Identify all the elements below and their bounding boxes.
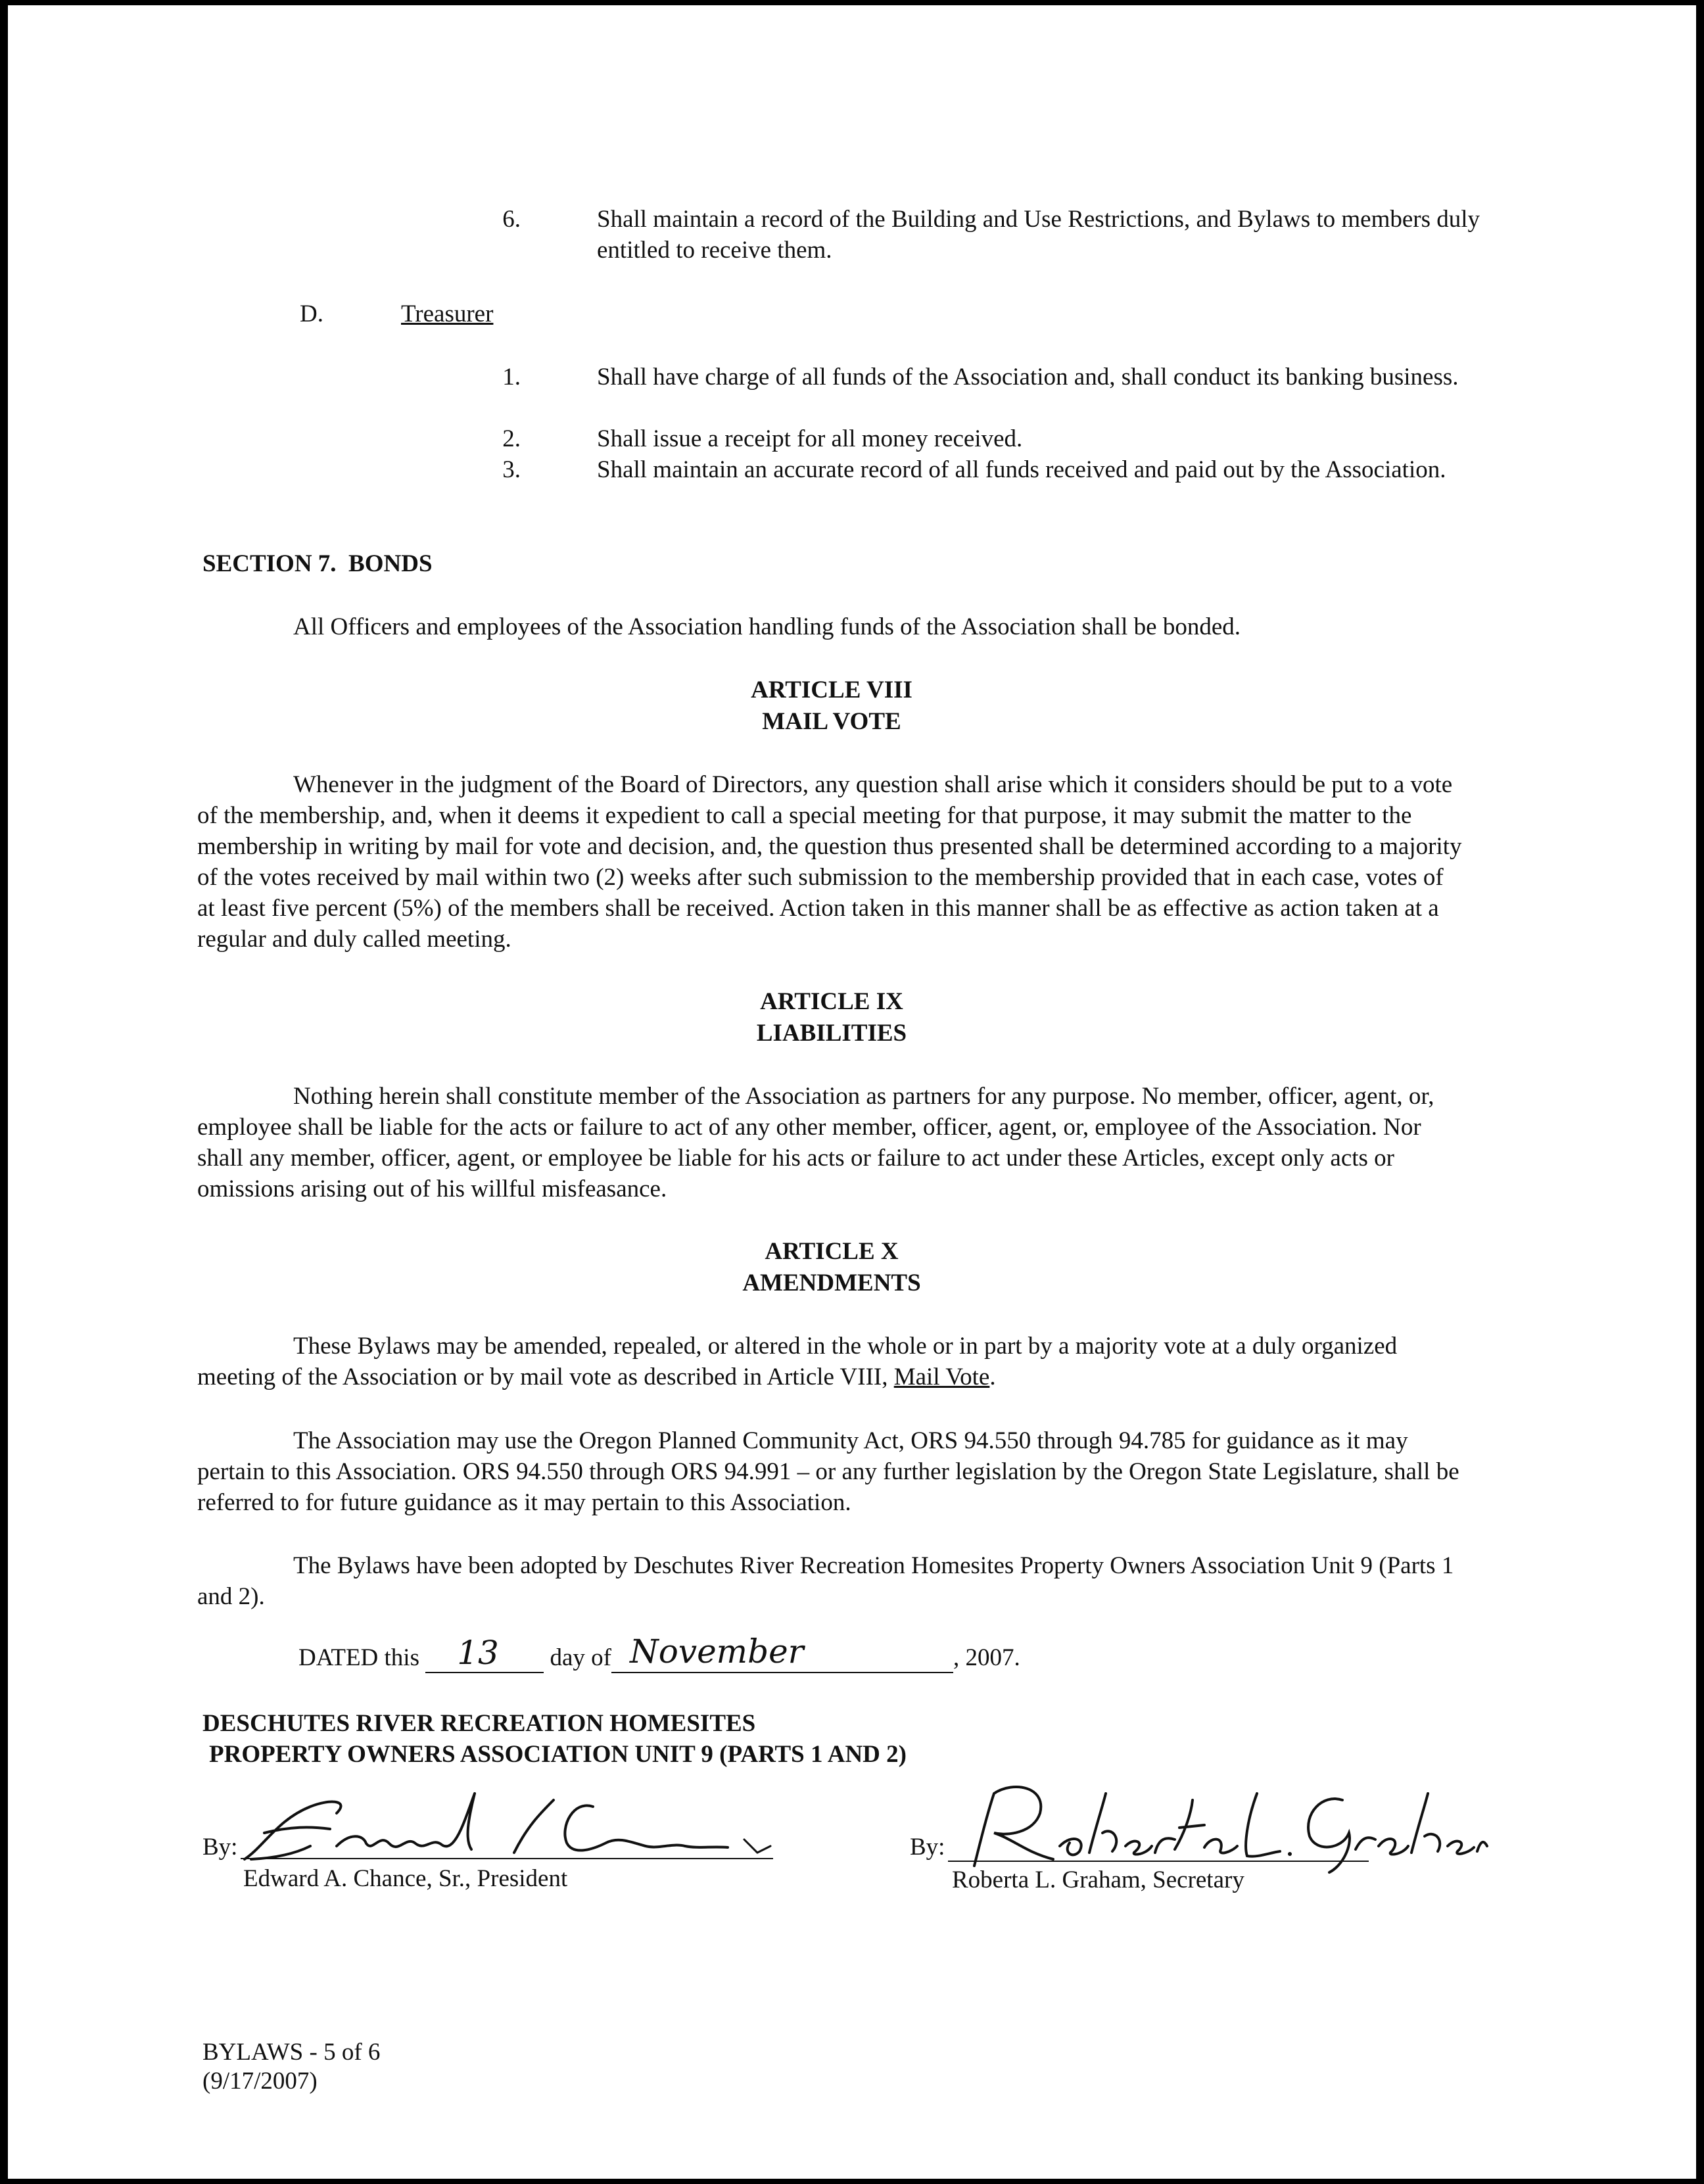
association-name-line-1: DESCHUTES RIVER RECREATION HOMESITES — [202, 1710, 756, 1737]
dated-suffix: , 2007. — [953, 1644, 1020, 1671]
treasurer-item-3-number: 3. — [502, 456, 521, 483]
day-handwritten: 13 — [457, 1634, 499, 1672]
article-9-text: Nothing herein shall constitute member of the Association as partners for any purpose. No member, officer, agent, or, employee shall be liable for the acts or failure to act of any other member, officer, agent, or, employee of the Association. Nor shall any member, officer, agent, or employee be liable for his acts or failure to act under these Articles, except only acts or omissions arising out of his willful misfeasance. — [197, 1083, 1434, 1202]
document-page — [8, 5, 1696, 2179]
treasurer-letter: D. — [300, 300, 323, 327]
treasurer-heading: Treasurer — [401, 300, 494, 327]
article-10-paragraph-1-end: . — [989, 1364, 996, 1390]
article-10-paragraph-3: The Bylaws have been adopted by Deschutes River Recreation Homesites Property Owners Association Unit 9 (Parts 1 and 2). — [197, 1552, 1454, 1610]
month-handwritten: November — [629, 1632, 804, 1671]
article-9-subtitle: LIABILITIES — [756, 1020, 907, 1047]
footer-page-number: BYLAWS - 5 of 6 — [202, 2039, 381, 2066]
article-8-subtitle: MAIL VOTE — [762, 708, 901, 735]
treasurer-item-2-text: Shall issue a receipt for all money received. — [597, 425, 1023, 452]
article-10-subtitle: AMENDMENTS — [742, 1270, 921, 1296]
mail-vote-reference: Mail Vote — [893, 1364, 990, 1390]
item-6-text: Shall maintain a record of the Building and Use Restrictions, and Bylaws to members duly entitled to receive them. — [597, 206, 1480, 264]
secretary-by-label: By: — [910, 1834, 945, 1861]
footer-date: (9/17/2007) — [202, 2068, 318, 2095]
article-8-title: ARTICLE VIII — [751, 677, 912, 703]
day-blank — [425, 1634, 544, 1673]
section-7-heading: SECTION 7. BONDS — [202, 550, 433, 577]
item-6-number: 6. — [502, 206, 521, 233]
secretary-caption: Roberta L. Graham, Secretary — [952, 1866, 1244, 1893]
month-blank — [611, 1632, 953, 1673]
article-9-title: ARTICLE IX — [760, 988, 903, 1015]
section-7-text: All Officers and employees of the Association handling funds of the Association shall be bonded. — [293, 613, 1241, 640]
dated-prefix: DATED this — [298, 1644, 419, 1671]
article-10-title: ARTICLE X — [765, 1238, 899, 1265]
treasurer-item-3-text: Shall maintain an accurate record of all funds received and paid out by the Association. — [597, 456, 1446, 483]
treasurer-item-1-text: Shall have charge of all funds of the Association and, shall conduct its banking business. — [597, 364, 1459, 391]
treasurer-item-1-number: 1. — [502, 364, 521, 391]
dated-line — [298, 1632, 1020, 1673]
article-8-text: Whenever in the judgment of the Board of Directors, any question shall arise which it considers should be put to a vote of the membership, and, when it deems it expedient to call a special meeting for that purpose, it may submit the matter to the membership in writing by mail for vote and decision, and, the question thus presented shall be determined according to a majority of the votes received by mail within two (2) weeks after such submission to the membership provided that in each case, votes of at least five percent (5%) of the members shall be received. Action taken in this manner shall be as effective as action taken at a regular and duly called meeting. — [197, 771, 1462, 953]
article-10-paragraph-1-text: These Bylaws may be amended, repealed, or altered in the whole or in part by a majority vote at a duly organized meeting of the Association or by mail vote as described in Article VIII, — [197, 1333, 1398, 1390]
treasurer-item-2-number: 2. — [502, 425, 521, 452]
article-10-paragraph-1 — [197, 1331, 1466, 1392]
secretary-signature — [948, 1774, 1487, 1872]
president-caption: Edward A. Chance, Sr., President — [243, 1865, 568, 1892]
president-signature — [238, 1780, 784, 1872]
dated-mid: day of — [550, 1644, 611, 1671]
association-name-line-2: PROPERTY OWNERS ASSOCIATION UNIT 9 (PARTS 1 AND 2) — [209, 1741, 907, 1768]
article-10-paragraph-2: The Association may use the Oregon Planned Community Act, ORS 94.550 through 94.785 for guidance as it may pertain to this Association. ORS 94.550 through ORS 94.991 – or any further legislation by the Oregon State Legislature, shall be referred to for future guidance as it may pertain to this Association. — [197, 1427, 1459, 1516]
president-by-label: By: — [202, 1834, 238, 1861]
